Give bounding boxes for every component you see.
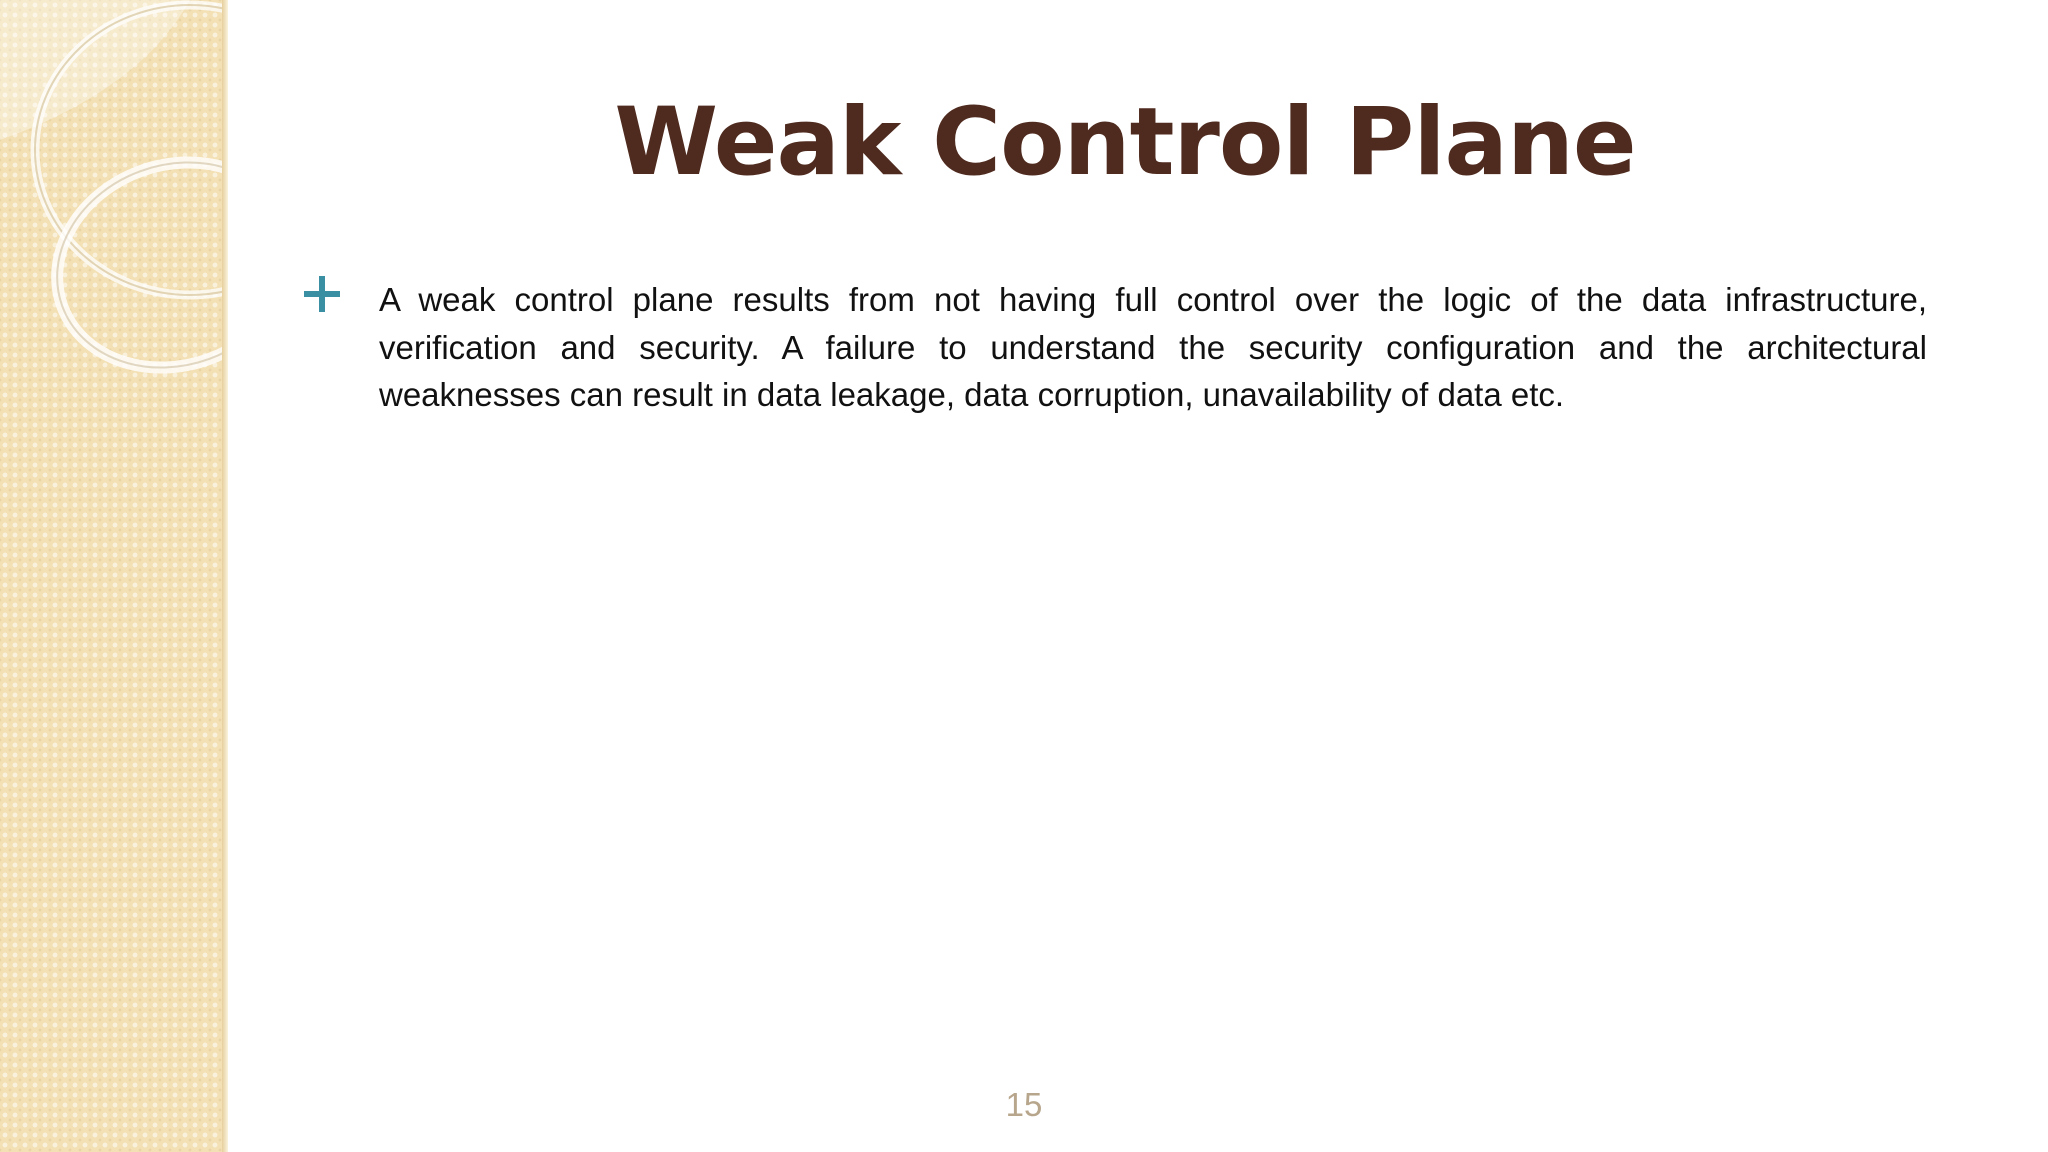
side-panel-edge (222, 0, 228, 1152)
decorative-side-panel (0, 0, 226, 1152)
swirl-ornament-icon (0, 0, 226, 400)
plus-icon (300, 272, 344, 316)
bullet-text: A weak control plane results from not having full control over the logic of the data infrastructure, verification and security. A failure to understand the security configuration and the architectural weaknesses can result in data leakage, data corruption, unavailability of data etc. (379, 281, 1927, 413)
slide-title: Weak Control Plane (614, 88, 1636, 197)
page-number: 15 (1005, 1086, 1043, 1123)
